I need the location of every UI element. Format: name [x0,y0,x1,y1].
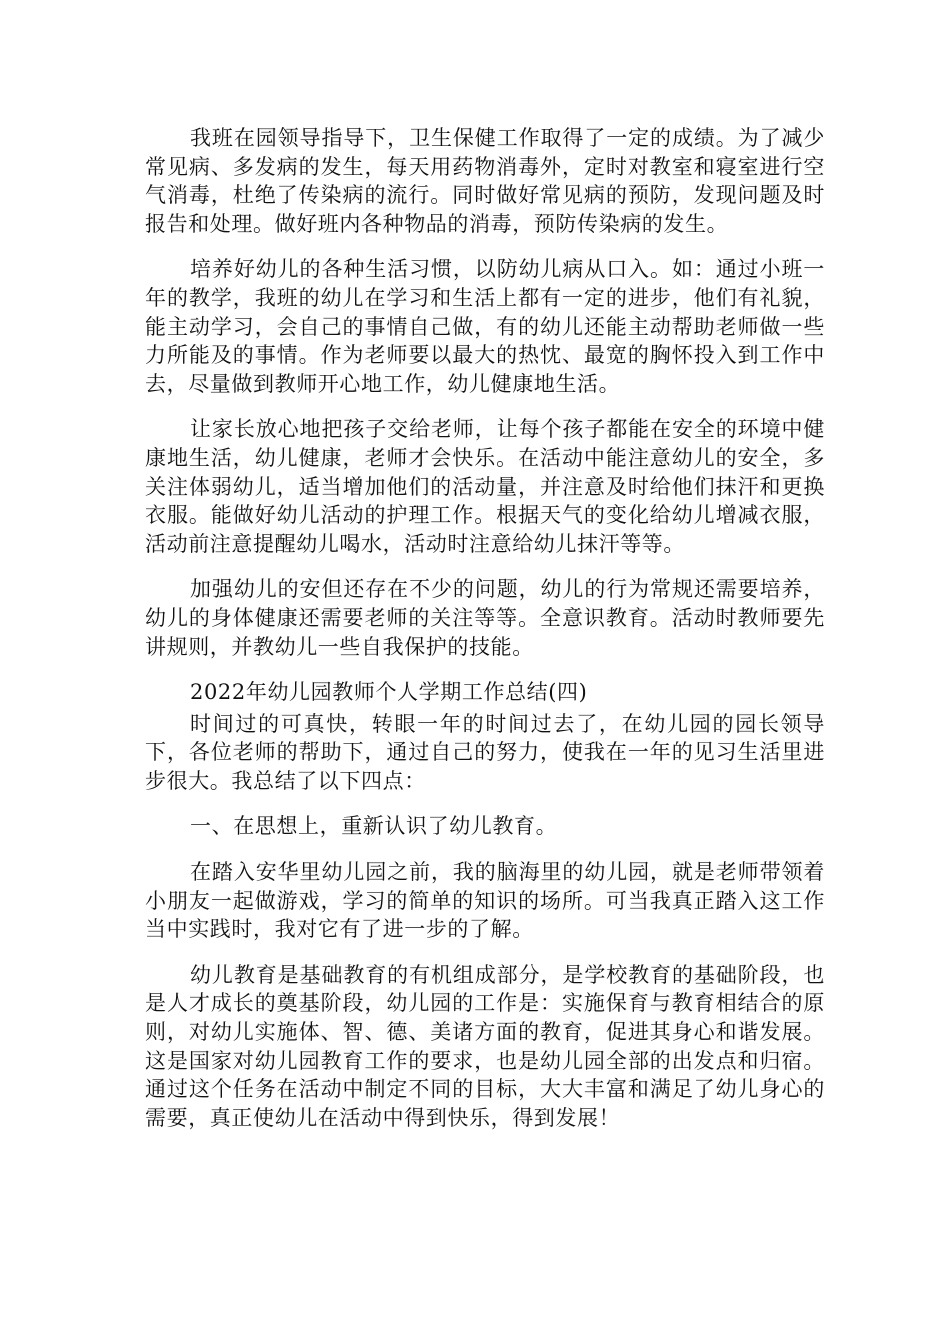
paragraph-health-care: 我班在园领导指导下，卫生保健工作取得了一定的成绩。为了减少常见病、多发病的发生，每天用药物消毒外，定时对教室和寝室进行空气消毒，杜绝了传染病的流行。同时做好常见病的预防，发现问题及时报告和处理。做好班内各种物品的消毒，预防传染病的发生。 [145,126,825,236]
document-body [145,124,825,1149]
section-title: 2022年幼儿园教师个人学期工作总结(四) [190,680,588,705]
paragraph-year-review: 时间过的可真快，转眼一年的时间过去了，在幼儿园的园长领导下，各位老师的帮助下，通过自己的努力，使我在一年的见习生活里进步很大。我总结了以下四点： [145,711,825,793]
paragraph-living-habits: 培养好幼儿的各种生活习惯，以防幼儿病从口入。如：通过小班一年的教学，我班的幼儿在学习和生活上都有一定的进步，他们有礼貌，能主动学习，会自己的事情自己做，有的幼儿还能主动帮助老师做一些力所能及的事情。作为老师要以最大的热忱、最宽的胸怀投入到工作中去，尽量做到教师开心地工作，幼儿健康地生活。 [145,257,825,396]
paragraph-safety-education: 加强幼儿的安但还存在不少的问题，幼儿的行为常规还需要培养，幼儿的身体健康还需要老师的关注等等。全意识教育。活动时教师要先讲规则，并教幼儿一些自我保护的技能。 [145,577,825,659]
paragraph-parents-trust: 让家长放心地把孩子交给老师，让每个孩子都能在安全的环境中健康地生活，幼儿健康，老师才会快乐。在活动中能注意幼儿的安全，多关注体弱幼儿，适当增加他们的活动量，并注意及时给他们抹汗和更换衣服。能做好幼儿活动的护理工作。根据天气的变化给幼儿增减衣服，活动前注意提醒幼儿喝水，活动时注意给幼儿抹汗等等。 [145,417,825,556]
paragraph-early-education: 幼儿教育是基础教育的有机组成部分，是学校教育的基础阶段，也是人才成长的奠基阶段，幼儿园的工作是：实施保育与教育相结合的原则，对幼儿实施体、智、德、美诸方面的教育，促进其身心和谐发展。这是国家对幼儿园教育工作的要求，也是幼儿园全部的出发点和归宿。通过这个任务在活动中制定不同的目标，大大丰富和满足了幼儿身心的需要，真正使幼儿在活动中得到快乐，得到发展！ [145,962,825,1130]
paragraph-kindergarten-impression: 在踏入安华里幼儿园之前，我的脑海里的幼儿园，就是老师带领着小朋友一起做游戏，学习的简单的知识的场所。可当我真正踏入这工作当中实践时，我对它有了进一步的了解。 [145,860,825,942]
paragraph-point-one: 一、在思想上，重新认识了幼儿教育。 [190,814,558,839]
